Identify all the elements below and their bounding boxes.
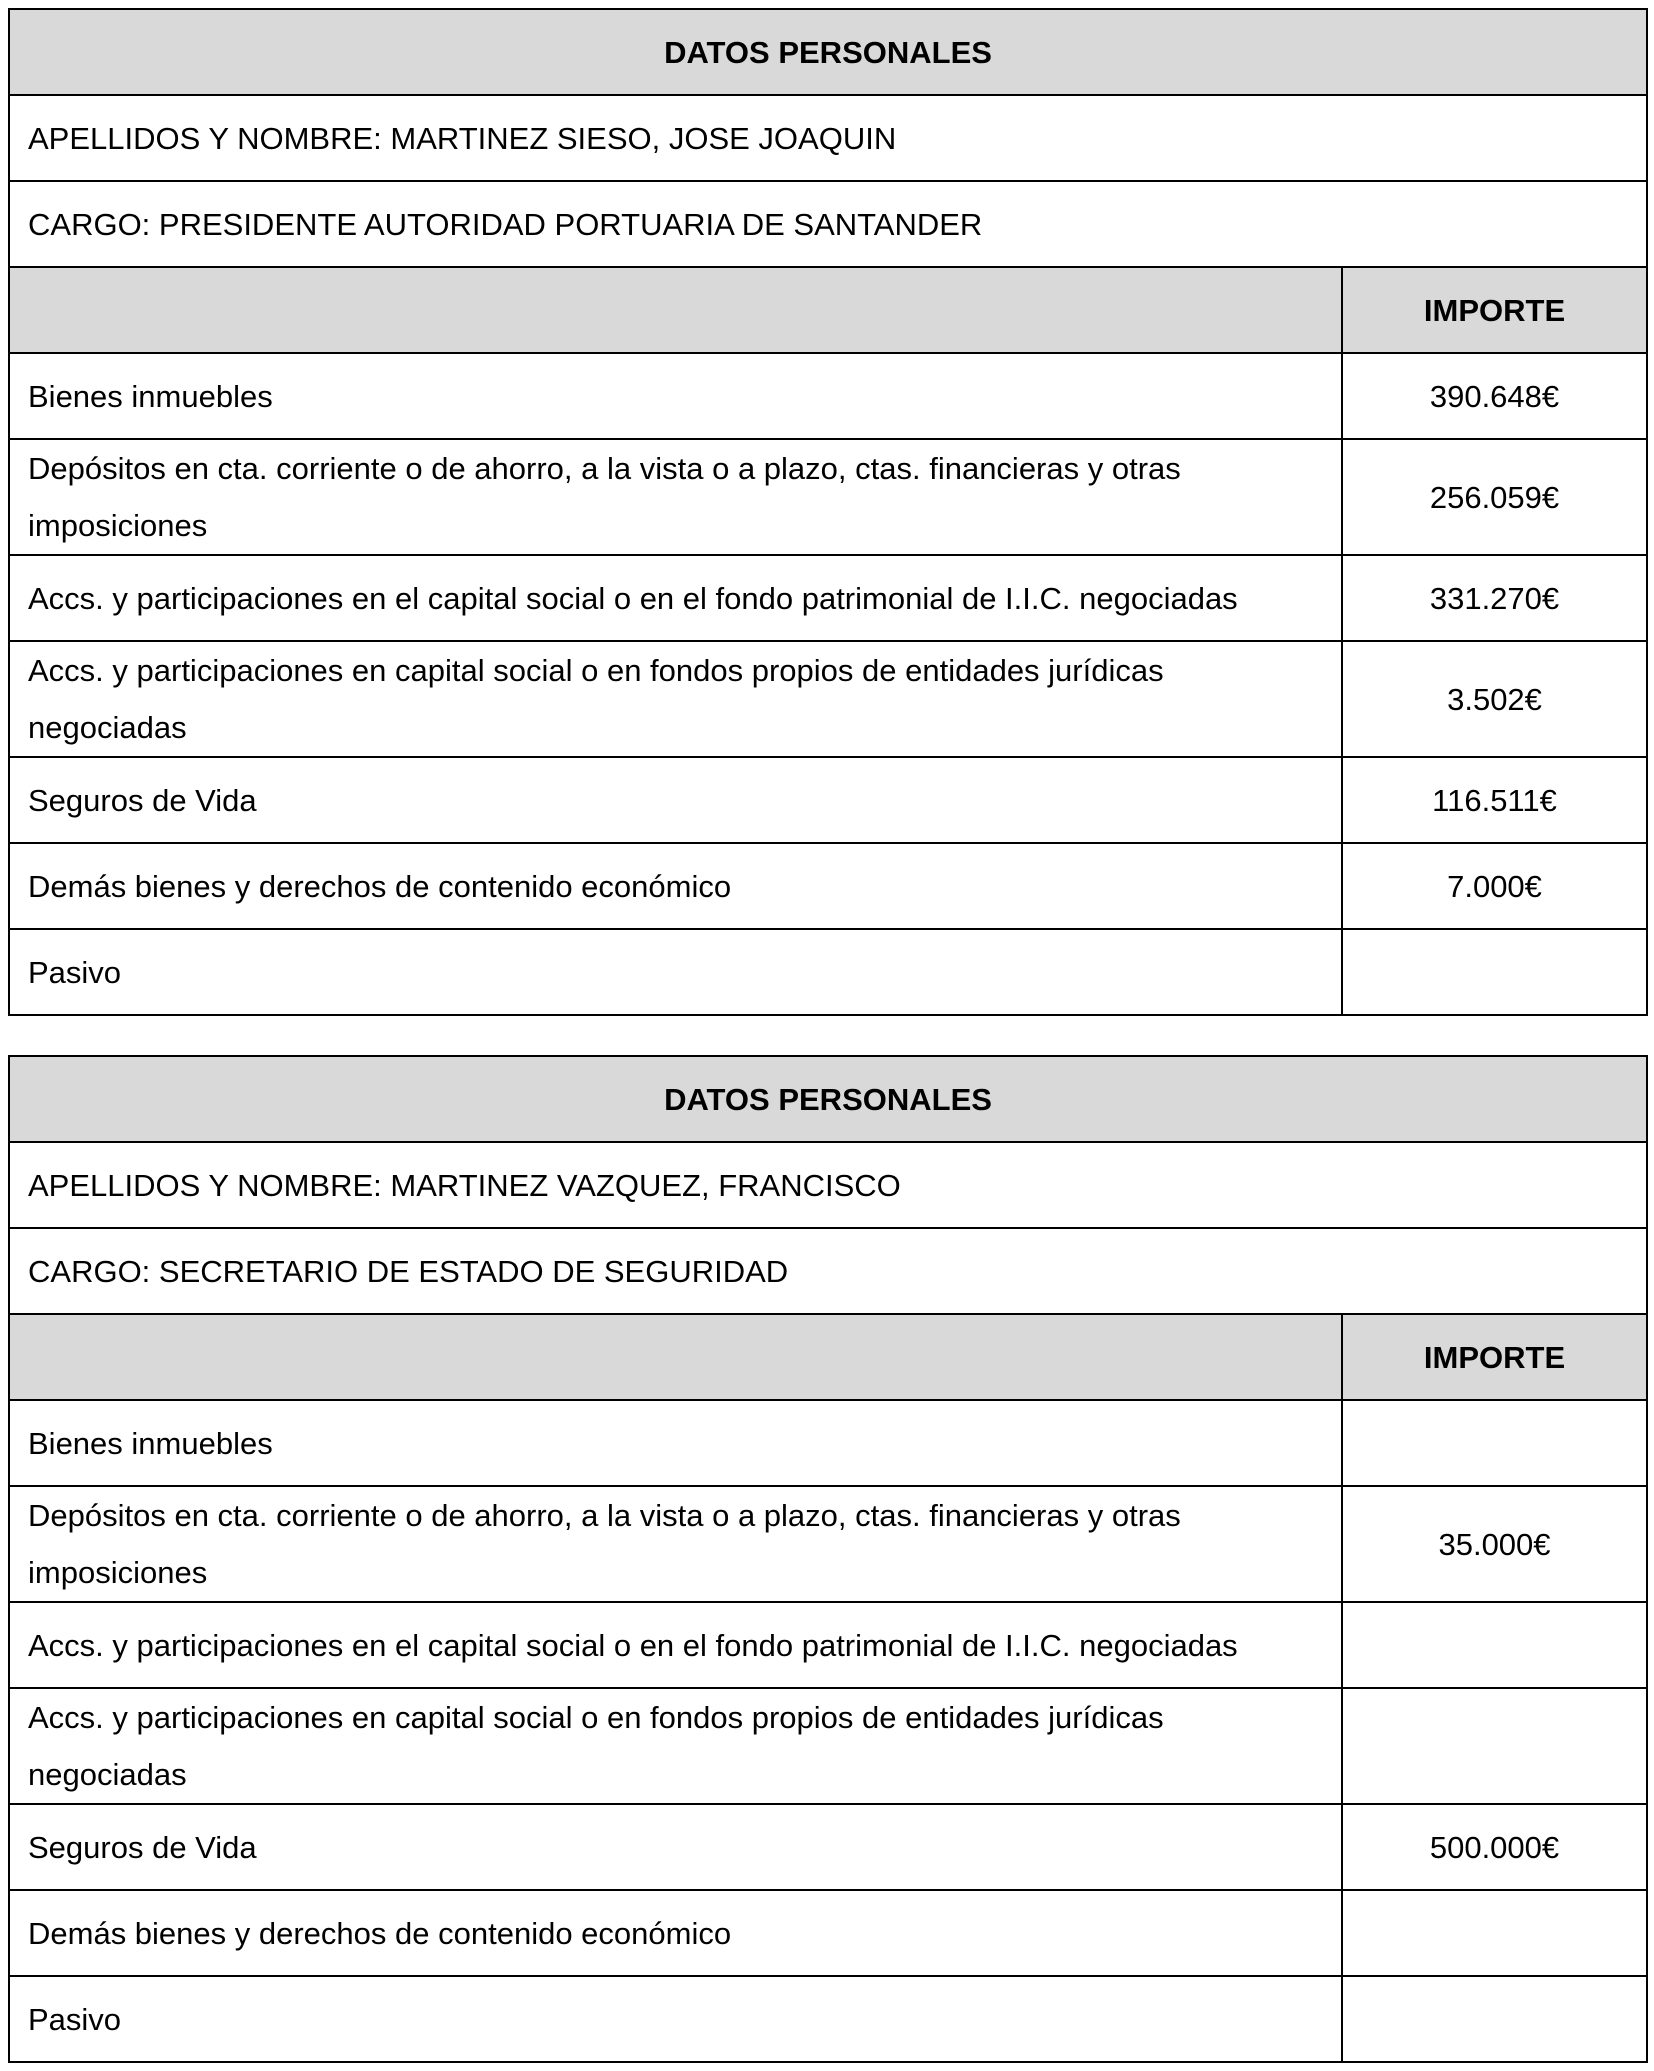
section-heading: DATOS PERSONALES — [9, 1056, 1647, 1142]
asset-label: Accs. y participaciones en el capital social o en el fondo patrimonial de I.I.C. negociadas — [9, 555, 1342, 641]
amount-column-header: IMPORTE — [1342, 267, 1647, 353]
table-row — [9, 929, 1647, 1015]
section-heading: DATOS PERSONALES — [9, 9, 1647, 95]
asset-amount: 35.000€ — [1342, 1486, 1647, 1602]
table-row — [9, 1804, 1647, 1890]
asset-label: Demás bienes y derechos de contenido económico — [9, 1890, 1342, 1976]
asset-amount — [1342, 1976, 1647, 2062]
asset-label: Pasivo — [9, 1976, 1342, 2062]
asset-label: Pasivo — [9, 929, 1342, 1015]
table-row — [9, 439, 1647, 555]
asset-amount: 7.000€ — [1342, 843, 1647, 929]
table-row — [9, 843, 1647, 929]
declaration-table — [8, 1055, 1646, 2063]
table-row — [9, 1890, 1647, 1976]
asset-amount: 3.502€ — [1342, 641, 1647, 757]
asset-label: Demás bienes y derechos de contenido económico — [9, 843, 1342, 929]
table-row — [9, 1688, 1647, 1804]
asset-amount — [1342, 1890, 1647, 1976]
asset-amount — [1342, 1688, 1647, 1804]
amount-column-header: IMPORTE — [1342, 1314, 1647, 1400]
asset-label: Accs. y participaciones en el capital social o en el fondo patrimonial de I.I.C. negociadas — [9, 1602, 1342, 1688]
table-row — [9, 641, 1647, 757]
table-row — [9, 1486, 1647, 1602]
asset-amount: 390.648€ — [1342, 353, 1647, 439]
asset-label: Seguros de Vida — [9, 757, 1342, 843]
assets-table — [8, 8, 1648, 1016]
asset-amount — [1342, 1602, 1647, 1688]
asset-amount — [1342, 929, 1647, 1015]
asset-label: Accs. y participaciones en capital social o en fondos propios de entidades jurídicas negociadas — [9, 1688, 1342, 1804]
table-row — [9, 1400, 1647, 1486]
asset-label: Bienes inmuebles — [9, 353, 1342, 439]
asset-amount: 116.511€ — [1342, 757, 1647, 843]
table-row — [9, 555, 1647, 641]
name-field: APELLIDOS Y NOMBRE: MARTINEZ SIESO, JOSE JOAQUIN — [9, 95, 1647, 181]
asset-amount — [1342, 1400, 1647, 1486]
declaration-table — [8, 8, 1646, 1016]
asset-label: Seguros de Vida — [9, 1804, 1342, 1890]
label-column-header — [9, 267, 1342, 353]
position-field: CARGO: PRESIDENTE AUTORIDAD PORTUARIA DE SANTANDER — [9, 181, 1647, 267]
assets-table — [8, 1055, 1648, 2063]
table-row — [9, 1976, 1647, 2062]
asset-amount: 500.000€ — [1342, 1804, 1647, 1890]
table-row — [9, 757, 1647, 843]
name-field: APELLIDOS Y NOMBRE: MARTINEZ VAZQUEZ, FRANCISCO — [9, 1142, 1647, 1228]
position-field: CARGO: SECRETARIO DE ESTADO DE SEGURIDAD — [9, 1228, 1647, 1314]
asset-label: Depósitos en cta. corriente o de ahorro, a la vista o a plazo, ctas. financieras y otras imposiciones — [9, 439, 1342, 555]
asset-label: Depósitos en cta. corriente o de ahorro, a la vista o a plazo, ctas. financieras y otras imposiciones — [9, 1486, 1342, 1602]
asset-label: Bienes inmuebles — [9, 1400, 1342, 1486]
asset-label: Accs. y participaciones en capital social o en fondos propios de entidades jurídicas negociadas — [9, 641, 1342, 757]
asset-amount: 256.059€ — [1342, 439, 1647, 555]
asset-amount: 331.270€ — [1342, 555, 1647, 641]
table-row — [9, 353, 1647, 439]
label-column-header — [9, 1314, 1342, 1400]
table-row — [9, 1602, 1647, 1688]
